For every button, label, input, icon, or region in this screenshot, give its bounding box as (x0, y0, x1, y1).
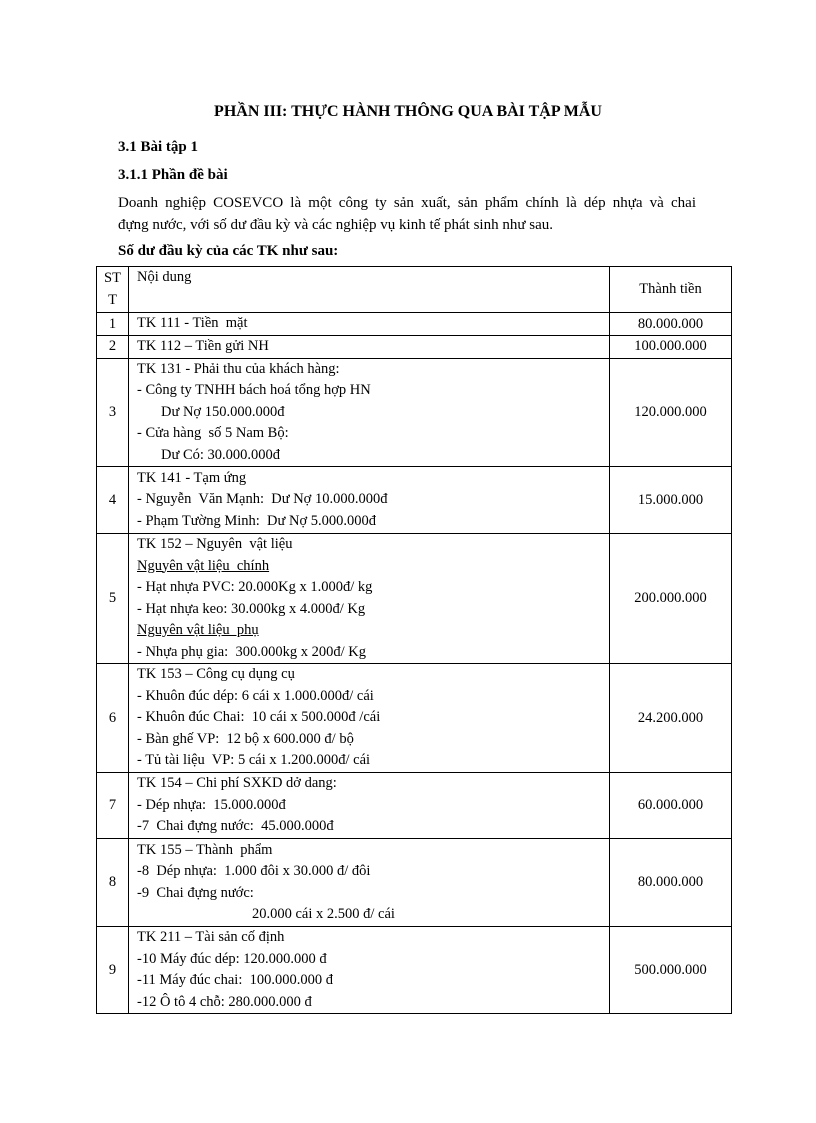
row-line: -11 Máy đúc chai: 100.000.000 đ (137, 972, 333, 988)
row-line: - Nhựa phụ gia: 300.000kg x 200đ/ Kg (137, 643, 366, 660)
table-row (97, 313, 732, 336)
row-amount: 80.000.000 (610, 313, 732, 336)
row-amount: 80.000.000 (610, 839, 732, 927)
row-line: - Hạt nhựa PVC: 20.000Kg x 1.000đ/ kg (137, 579, 373, 595)
row-content (129, 467, 610, 534)
row-line: -7 Chai đựng nước: 45.000.000đ (137, 818, 334, 835)
row-line: -8 Dép nhựa: 1.000 đôi x 30.000 đ/ đôi (137, 863, 371, 879)
row-line: TK 153 – Công cụ dụng cụ (137, 666, 295, 683)
table-row (97, 534, 732, 664)
header-content-label: Nội dung (137, 269, 192, 285)
row-stt: 5 (97, 534, 129, 664)
opening-balance-table (96, 266, 732, 1014)
table-header-row (97, 267, 732, 313)
row-content (129, 664, 610, 773)
row-line: TK 211 – Tài sản cố định (137, 929, 285, 945)
intro-line-2: đựng nước, với số dư đầu kỳ và các nghiệp vụ kinh tế phát sinh như sau. (118, 217, 553, 233)
row-line: - Bàn ghế VP: 12 bộ x 600.000 đ/ bộ (137, 730, 354, 747)
row-amount: 200.000.000 (610, 534, 732, 664)
document-title: PHẦN III: THỰC HÀNH THÔNG QUA BÀI TẬP MẪU (214, 103, 602, 120)
row-line: TK 111 - Tiền mặt (137, 315, 248, 332)
row-content (129, 839, 610, 927)
row-stt: 3 (97, 358, 129, 467)
row-line: 20.000 cái x 2.500 đ/ cái (252, 906, 395, 922)
intro-line-1: Doanh nghiệp COSEVCO là một công ty sản xuất, sản phẩm chính là dép nhựa và chai (118, 195, 696, 211)
row-stt: 1 (97, 313, 129, 336)
row-line: - Dép nhựa: 15.000.000đ (137, 796, 286, 813)
row-line: TK 112 – Tiền gửi NH (137, 338, 269, 354)
header-content (129, 267, 610, 313)
section-heading-3-1-1: 3.1.1 Phần đề bài (118, 167, 228, 183)
row-content (129, 534, 610, 664)
row-stt: 2 (97, 336, 129, 359)
row-line: -12 Ô tô 4 chỗ: 280.000.000 đ (137, 993, 312, 1010)
intro-paragraph (118, 192, 696, 236)
row-line: - Hạt nhựa keo: 30.000kg x 4.000đ/ Kg (137, 600, 366, 617)
row-line: TK 154 – Chi phí SXKD dở dang: (137, 775, 337, 792)
row-subheading: Nguyên vật liệu phụ (137, 622, 259, 638)
row-line: - Khuôn đúc dép: 6 cái x 1.000.000đ/ cái (137, 687, 374, 704)
row-amount: 15.000.000 (610, 467, 732, 534)
row-line: - Nguyễn Văn Mạnh: Dư Nợ 10.000.000đ (137, 491, 388, 508)
row-content (129, 336, 610, 359)
header-stt-line-1: ST (104, 270, 121, 286)
row-content (129, 358, 610, 467)
row-amount: 500.000.000 (610, 927, 732, 1014)
row-line: - Phạm Tường Minh: Dư Nợ 5.000.000đ (137, 512, 377, 529)
row-line: TK 131 - Phải thu của khách hàng: (137, 360, 340, 377)
table-row (97, 358, 732, 467)
row-stt: 4 (97, 467, 129, 534)
row-content (129, 313, 610, 336)
section-heading-3-1: 3.1 Bài tập 1 (118, 139, 199, 155)
row-line: -10 Máy đúc dép: 120.000.000 đ (137, 950, 327, 967)
row-line: -9 Chai đựng nước: (137, 884, 254, 901)
row-stt: 6 (97, 664, 129, 773)
row-line: TK 155 – Thành phẩm (137, 841, 273, 858)
table-row (97, 927, 732, 1014)
row-stt: 7 (97, 773, 129, 839)
table-caption: Số dư đầu kỳ của các TK như sau: (118, 243, 339, 259)
table-row (97, 336, 732, 359)
row-line: - Cửa hàng số 5 Nam Bộ: (137, 425, 289, 441)
row-line: TK 141 - Tạm ứng (137, 469, 247, 486)
table-row (97, 467, 732, 534)
row-line: - Khuôn đúc Chai: 10 cái x 500.000đ /cái (137, 709, 381, 726)
row-line: - Tủ tài liệu VP: 5 cái x 1.200.000đ/ cái (137, 752, 371, 769)
row-content (129, 927, 610, 1014)
row-line: TK 152 – Nguyên vật liệu (137, 536, 293, 552)
row-line: Dư Nợ 150.000.000đ (161, 403, 285, 420)
row-line: - Công ty TNHH bách hoá tổng hợp HN (137, 382, 371, 398)
row-amount: 120.000.000 (610, 358, 732, 467)
table-row (97, 664, 732, 773)
row-amount: 60.000.000 (610, 773, 732, 839)
row-subheading: Nguyên vật liệu chính (137, 557, 270, 574)
row-stt: 9 (97, 927, 129, 1014)
header-amount: Thành tiền (610, 267, 732, 313)
table-row (97, 839, 732, 927)
row-stt: 8 (97, 839, 129, 927)
header-stt (97, 267, 129, 313)
row-content (129, 773, 610, 839)
row-amount: 100.000.000 (610, 336, 732, 359)
header-stt-line-2: T (108, 291, 117, 308)
table-row (97, 773, 732, 839)
row-amount: 24.200.000 (610, 664, 732, 773)
row-line: Dư Có: 30.000.000đ (161, 446, 281, 463)
